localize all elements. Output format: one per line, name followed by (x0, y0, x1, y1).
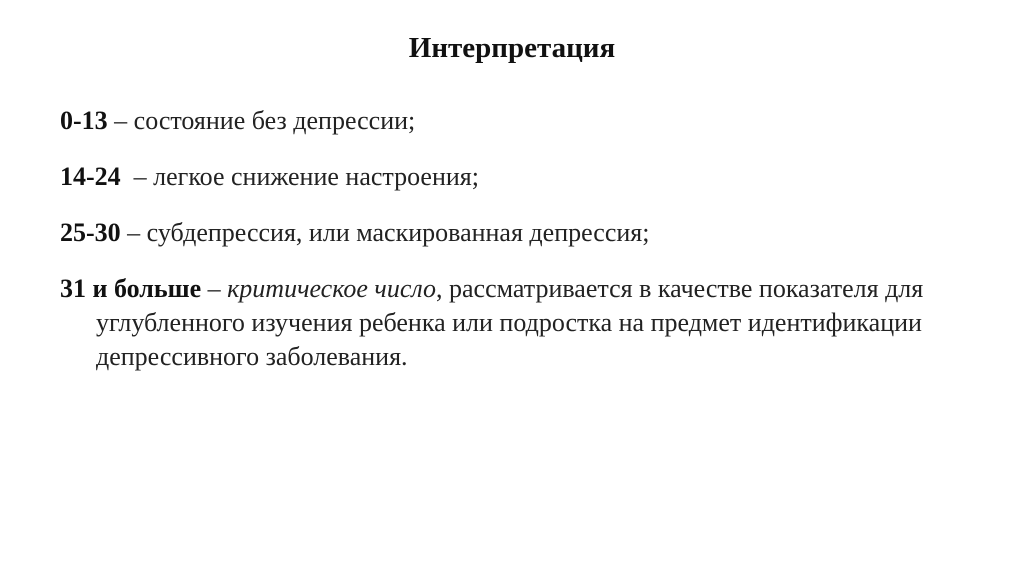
critical-number-label: критическое число (227, 274, 437, 303)
description: состояние без депрессии; (133, 106, 416, 135)
description: субдепрессия, или маскированная депрессия; (146, 218, 650, 247)
list-item-31-plus (60, 272, 980, 374)
dash: – (120, 162, 154, 191)
description: , рассматривается в качестве показателя для углубленного изучения ребенка или подростка на предмет идентификации депрессивного заболевания. (96, 274, 924, 371)
score-range: 25-30 (60, 218, 121, 247)
dash: – (201, 274, 228, 303)
dash: – (120, 218, 147, 247)
score-range: 31 и больше (60, 274, 202, 303)
interpretation-list (60, 104, 980, 374)
dash: – (107, 106, 134, 135)
score-range: 0-13 (60, 106, 108, 135)
list-item-14-24 (60, 160, 980, 194)
description: легкое снижение настроения; (153, 162, 479, 191)
list-item-25-30 (60, 216, 980, 250)
slide-title: Интерпретация (408, 32, 616, 64)
list-item-0-13 (60, 104, 980, 138)
score-range: 14-24 (60, 162, 121, 191)
